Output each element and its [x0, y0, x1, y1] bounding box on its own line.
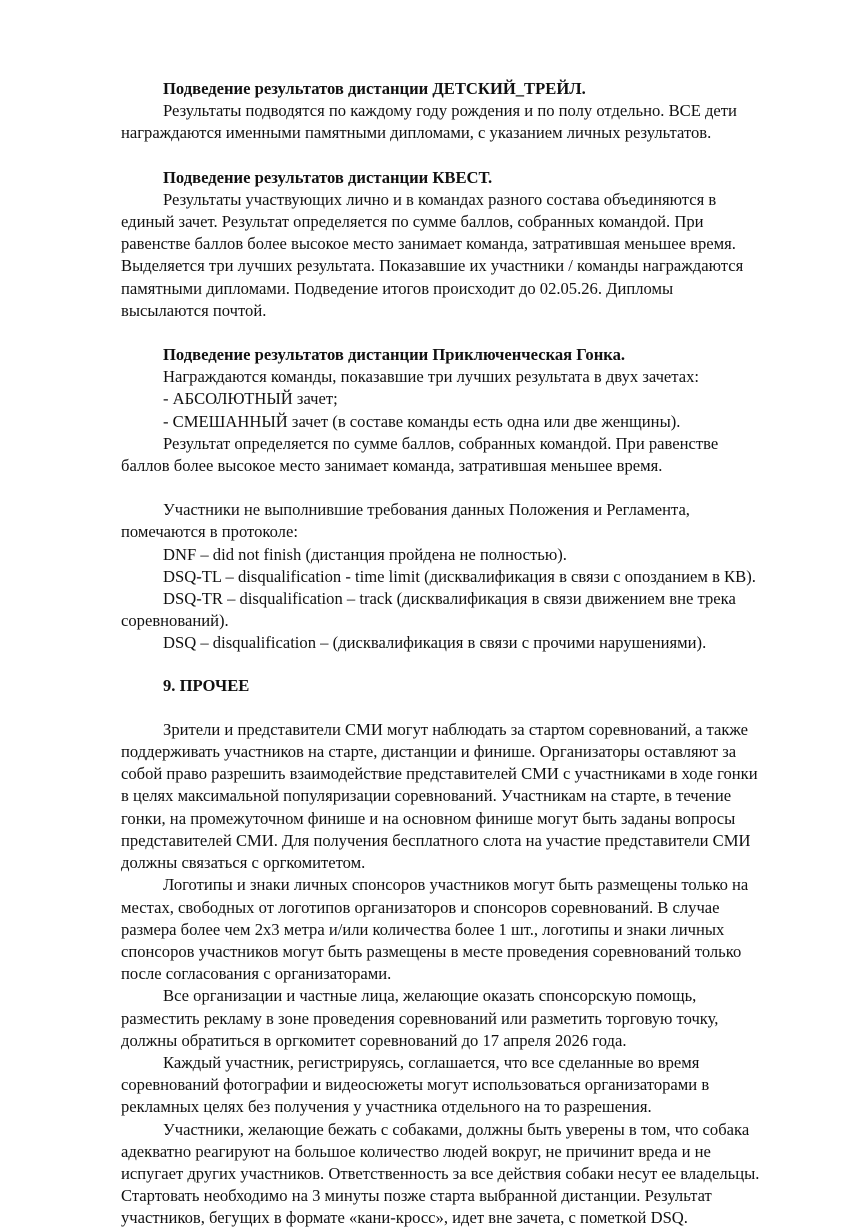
heading-other: 9. ПРОЧЕЕ [163, 675, 250, 695]
mark-dsq-tl: DSQ-TL – disqualification - time limit (дисквалификация в связи с опозданием в КВ). [163, 566, 756, 586]
heading-detsky-trail: Подведение результатов дистанции ДЕТСКИЙ_ТРЕЙЛ. [163, 79, 586, 98]
paragraph-media: Зрители и представители СМИ могут наблюдать за стартом соревнований, а также поддерживать участников на старте, дистанции и финише. Организаторы оставляют за собой право разрешить взаимодействие представителей СМИ с участниками в ходе гонки в целях максимальной популяризации соревнований. Участникам на старте, в течение гонки, на промежуточном финише и на основном финише могут быть заданы вопросы представителей СМИ. Для получения бесплатного слота на участие представители СМИ должны связаться с оргкомитетом. [121, 719, 758, 873]
paragraph-detsky-trail: Результаты подводятся по каждому году рождения и по полу отдельно. ВСЕ дети награждаются именными памятными дипломами, с указанием личных результатов. [121, 101, 737, 143]
paragraph-kvest: Результаты участвующих лично и в командах разного состава объединяются в единый зачет. Результат определяется по сумме баллов, собранных командой. При равенстве баллов более высокое место занимает команда, затратившая меньшее время. Выделяется три лучших результата. Показавшие их участники / команды награждаются памятными дипломами. Подведение итогов происходит до 02.05.26. Дипломы высылаются почтой. [121, 189, 744, 320]
paragraph-sponsorship: Все организации и частные лица, желающие оказать спонсорскую помощь, разместить рекламу в зоне проведения соревнований или разметить торговую точку, должны обратиться в оргкомитет соревнований до 17 апреля 2026 года. [121, 986, 719, 1050]
mark-dnf: DNF – did not finish (дистанция пройдена не полностью). [163, 544, 567, 564]
paragraph-sponsors-logos: Логотипы и знаки личных спонсоров участников могут быть размещены только на местах, свободных от логотипов организаторов и спонсоров соревнований. В случае размера более чем 2х3 метра и/или количества более 1 шт., логотипы и знаки личных спонсоров участников могут быть размещены в месте проведения соревнований только после согласования с организаторами. [121, 875, 749, 984]
mark-dsq: DSQ – disqualification – (дисквалификация в связи с прочими нарушениями). [163, 633, 707, 653]
paragraph-adventure-race-intro: Награждаются команды, показавшие три лучших результата в двух зачетах: [163, 367, 700, 387]
paragraph-adventure-race-result: Результат определяется по сумме баллов, собранных командой. При равенстве баллов более высокое место занимает команда, затратившая меньшее время. [121, 433, 719, 476]
list-item-absolute: - АБСОЛЮТНЫЙ зачет; [163, 389, 338, 409]
paragraph-marks-intro: Участники не выполнившие требования данных Положения и Регламента, помечаются в протоколе: [121, 500, 690, 542]
paragraph-dogs: Участники, желающие бежать с собаками, должны быть уверены в том, что собака адекватно реагируют на большое количество людей вокруг, не причинит вреда и не испугает других участников. Ответственность за все действия собаки несут ее владельцы. Стартовать необходимо на 3 минуты позже старта выбранной дистанции. Результат участников, бегущих в формате «кани-кросс», идет вне зачета, с пометкой DSQ. [121, 1119, 760, 1228]
heading-kvest: Подведение результатов дистанции КВЕСТ. [163, 167, 493, 187]
paragraph-photo-consent: Каждый участник, регистрируясь, соглашается, что все сделанные во время соревнований фотографии и видеосюжеты могут использоваться организаторами в рекламных целях без получения у участника отдельного на то разрешения. [121, 1052, 710, 1117]
heading-adventure-race: Подведение результатов дистанции Приключенческая Гонка. [163, 345, 626, 365]
document-page [121, 78, 761, 1230]
list-item-mixed: - СМЕШАННЫЙ зачет (в составе команды есть одна или две женщины). [163, 411, 681, 431]
mark-dsq-tr: DSQ-TR – disqualification – track (дисквалификация в связи движением вне трека соревнований). [121, 589, 736, 631]
